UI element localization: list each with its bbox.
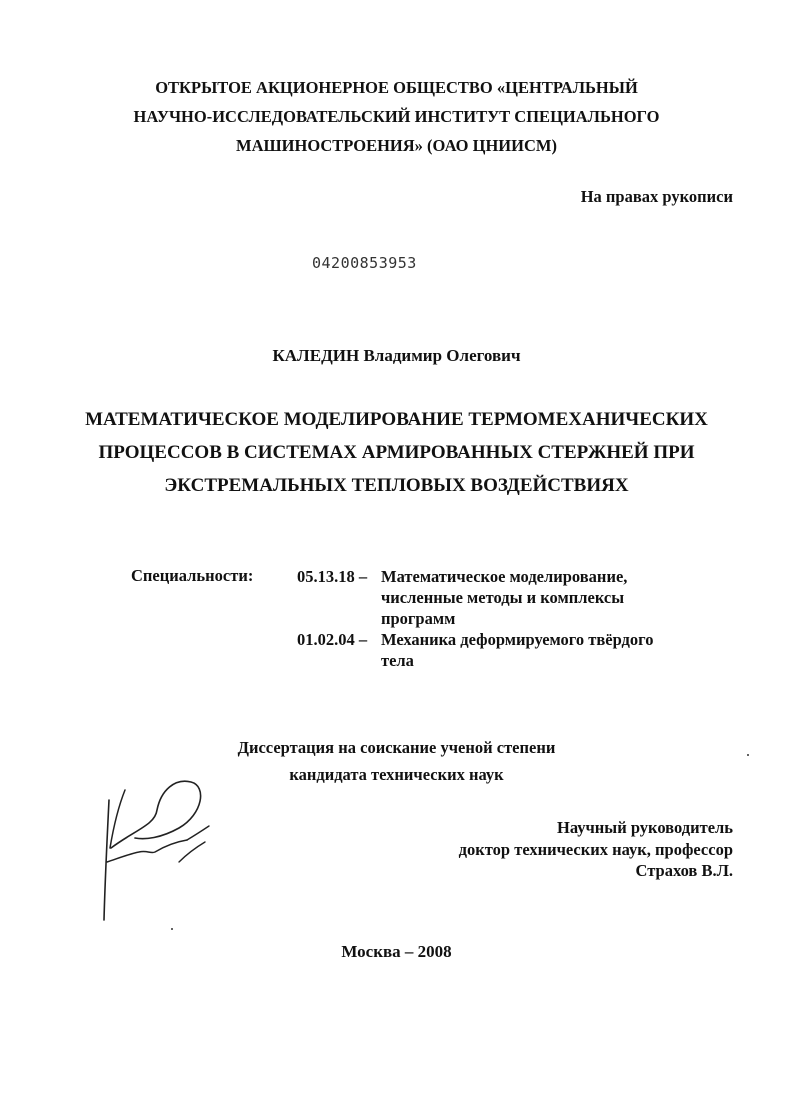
specialty-code: 01.02.04 – [297, 630, 368, 649]
specialty-description [381, 629, 711, 671]
rights-note: На правах рукописи [580, 187, 733, 206]
supervisor-role: Научный руководитель [557, 818, 733, 837]
dissertation-line-2: кандидата технических наук [289, 765, 504, 784]
specialty-code: 05.13.18 – [297, 567, 368, 586]
dissertation-line-1: Диссертация на соискание ученой степени [237, 738, 556, 757]
title-line-3: ЭКСТРЕМАЛЬНЫХ ТЕПЛОВЫХ ВОЗДЕЙСТВИЯХ [164, 475, 629, 496]
specialties-label: Специальности: [131, 566, 254, 585]
specialty-item [297, 629, 737, 673]
supervisor-name: Страхов В.Л. [635, 861, 733, 880]
scan-speck [171, 928, 173, 930]
organization-line-2: НАУЧНО-ИССЛЕДОВАТЕЛЬСКИЙ ИНСТИТУТ СПЕЦИАЛЬНОГО [133, 107, 660, 126]
city-year: Москва – 2008 [341, 942, 452, 961]
specialty-item [297, 566, 737, 632]
scan-speck [747, 754, 749, 756]
specialty-desc-line: программ [381, 609, 456, 628]
specialty-desc-line: Механика деформируемого твёрдого [381, 630, 654, 649]
organization-line-3: МАШИНОСТРОЕНИЯ» (ОАО ЦНИИСМ) [236, 136, 557, 155]
specialty-description [381, 566, 711, 629]
title-line-1: МАТЕМАТИЧЕСКОЕ МОДЕЛИРОВАНИЕ ТЕРМОМЕХАНИЧЕСКИХ [85, 409, 708, 430]
organization-line-1: ОТКРЫТОЕ АКЦИОНЕРНОЕ ОБЩЕСТВО «ЦЕНТРАЛЬНЫЙ [155, 78, 638, 97]
title-line-2: ПРОЦЕССОВ В СИСТЕМАХ АРМИРОВАННЫХ СТЕРЖНЕЙ ПРИ [98, 442, 695, 463]
specialty-desc-line: численные методы и комплексы [381, 588, 625, 607]
inventory-number: 04200853953 [312, 254, 417, 272]
handwritten-signature [95, 770, 235, 930]
specialty-desc-line: тела [381, 651, 414, 670]
author-name: КАЛЕДИН Владимир Олегович [272, 346, 521, 365]
specialty-desc-line: Математическое моделирование, [381, 567, 628, 586]
supervisor-degree: доктор технических наук, профессор [458, 840, 733, 859]
